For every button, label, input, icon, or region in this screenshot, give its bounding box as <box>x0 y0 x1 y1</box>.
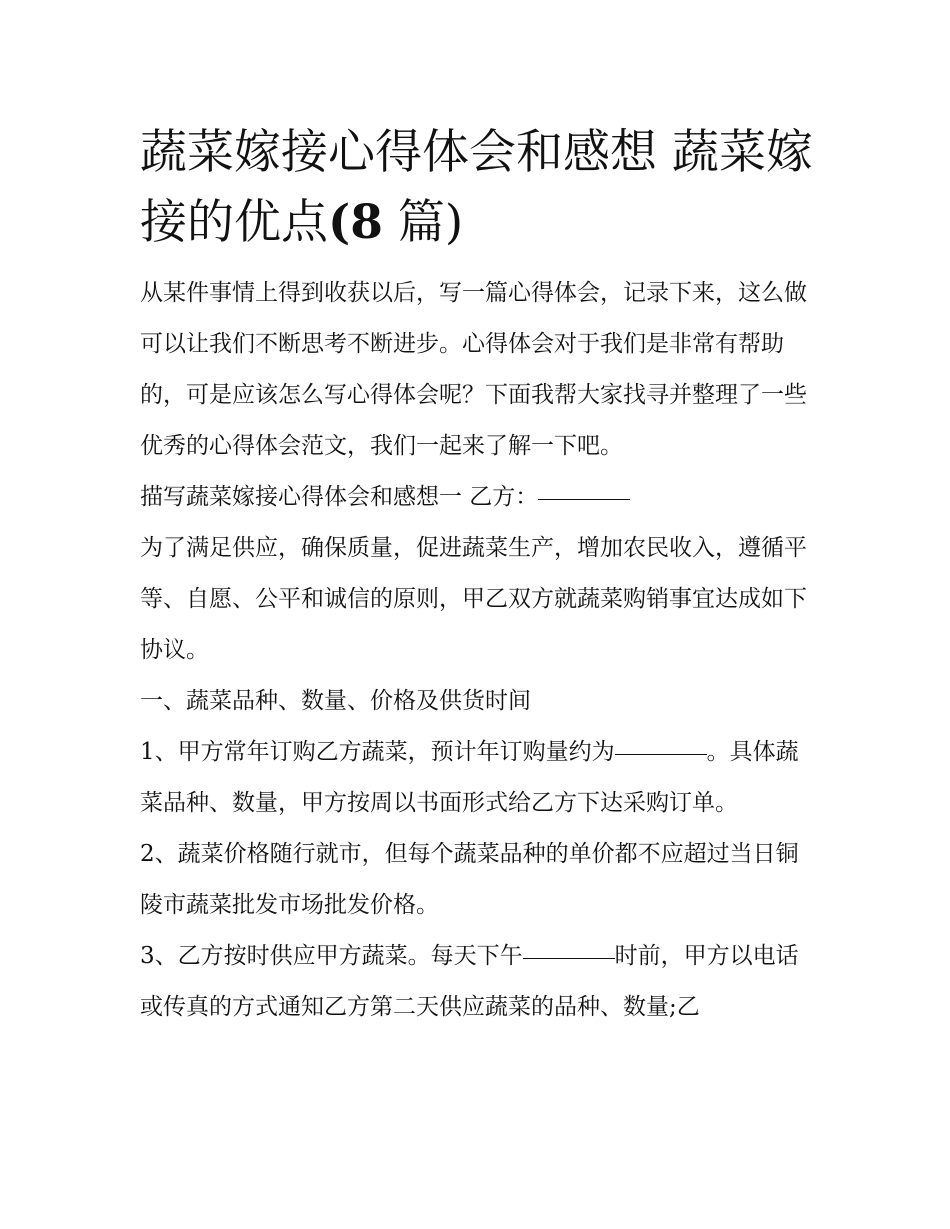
party-b-text: 描写蔬菜嫁接心得体会和感想一 乙方： <box>140 484 539 510</box>
clause-heading-text: 一、蔬菜品种、数量、价格及供货时间 <box>140 688 531 714</box>
clause-item-1 <box>140 727 820 829</box>
clause-heading-1 <box>140 676 820 727</box>
clause-item-1-text: 1、甲方常年订购乙方蔬菜，预计年订购量约为 <box>140 739 615 765</box>
purpose-paragraph <box>140 523 820 676</box>
clause-item-3 <box>140 931 820 1033</box>
time-blank <box>523 934 615 959</box>
document-page <box>140 118 820 1033</box>
title-suffix: 篇) <box>382 195 464 250</box>
intro-paragraph <box>140 268 820 472</box>
clause-item-2-text: 2、蔬菜价格随行就市，但每个蔬菜品种的单价都不应超过当日铜陵市蔬菜批发市场批发价格。 <box>140 841 799 918</box>
clause-item-3-text: 3、乙方按时供应甲方蔬菜。每天下午 <box>140 943 523 969</box>
intro-text: 从某件事情上得到收获以后，写一篇心得体会，记录下来，这么做可以让我们不断思考不断进步。心得体会对于我们是非常有帮助的，可是应该怎么写心得体会呢？下面我帮大家找寻并整理了一些优秀的心得体会范文，我们一起来了解一下吧。 <box>140 280 807 459</box>
title-text: 蔬菜嫁接心得体会和感想 蔬菜嫁接的优点 <box>140 125 813 250</box>
party-b-blank <box>538 475 630 500</box>
clause-item-2 <box>140 829 820 931</box>
order-volume-blank <box>615 730 707 755</box>
document-title <box>140 118 820 258</box>
clause-item-3-rest: 时前，甲方以电话或传真的方式通知乙方第二天供应蔬菜的品种、数量;乙 <box>140 943 799 1020</box>
purpose-text: 为了满足供应，确保质量，促进蔬菜生产，增加农民收入，遵循平等、自愿、公平和诚信的原则，甲乙双方就蔬菜购销事宜达成如下协议。 <box>140 535 807 663</box>
title-count: (8 <box>328 195 383 250</box>
section-heading-party-b <box>140 472 820 523</box>
clause-item-1-rest: 。具体蔬菜品种、数量，甲方按周以书面形式给乙方下达采购订单。 <box>140 739 799 816</box>
